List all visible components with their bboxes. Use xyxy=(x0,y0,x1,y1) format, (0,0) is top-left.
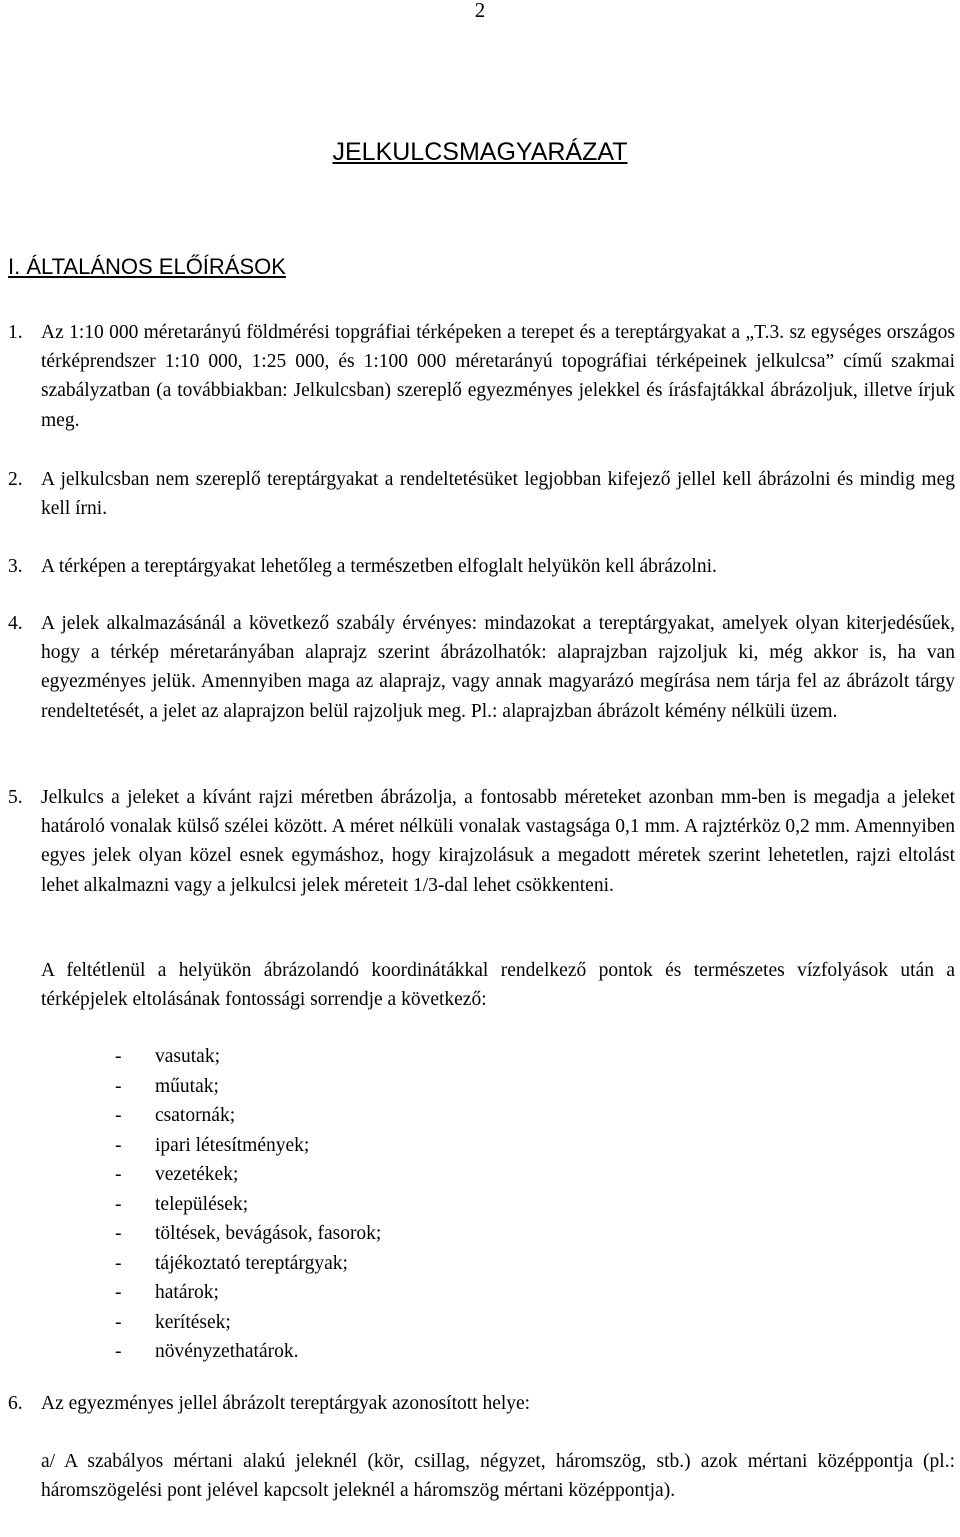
section-heading: I. ÁLTALÁNOS ELŐÍRÁSOK xyxy=(8,254,286,279)
list-item: - tájékoztató tereptárgyak; xyxy=(115,1249,381,1279)
item-number: 6. xyxy=(8,1393,23,1414)
list-dash: - xyxy=(115,1341,122,1362)
list-dash: - xyxy=(115,1252,122,1274)
item-text: Az egyezményes jellel ábrázolt tereptárgyak azonosított helye: xyxy=(41,1393,531,1414)
item-number: 1. xyxy=(8,322,23,343)
item-number: 2. xyxy=(8,469,23,490)
list-item: - kerítések; xyxy=(115,1308,381,1338)
list-dash: - xyxy=(115,1282,122,1303)
list-item: - határok; xyxy=(115,1278,381,1308)
list-item: - ipari létesítmények; xyxy=(115,1131,381,1161)
list-dash: - xyxy=(115,1134,122,1156)
item-number: 5. xyxy=(8,787,23,808)
item-text: Jelkulcs a jeleket a kívánt rajzi méretben ábrázolja, a fontosabb méreteket azonban mm-ben is megadja a jeleket határoló vonalak külső szélei között. A méret nélküli vonalak vastagsága 0,1 mm. A rajztérköz 0,2 mm. Amennyiben egyes jelek olyan közel esnek egymáshoz, hogy kirajzolásuk a megadott méretek szerint lehetetlen, rajzi eltolást lehet alkalmazni vagy a jelkulcsi jelek méreteit 1/3-dal lehet csökkenteni. xyxy=(41,787,955,896)
item-number: 4. xyxy=(8,613,23,634)
item-text: A térképen a tereptárgyakat lehetőleg a természetben elfoglalt helyükön kell ábrázolni. xyxy=(41,556,717,577)
page-number: 2 xyxy=(474,0,486,22)
paragraph-4 xyxy=(8,609,955,726)
list-item: - növényzethatárok. xyxy=(115,1337,381,1367)
item-text: Az 1:10 000 méretarányú földmérési topgráfiai térképeken a terepet és a tereptárgyakat a „T.3. sz egységes országos térképrendszer 1:10 000, 1:25 000, és 1:100 000 méretarányú topográfiai térképeinek jelkulcsa” című szakmai szabályzatban (a továbbiakban: Jelkulcsban) szereplő egyezményes jelekkel és írásfajtákkal ábrázoljuk, illetve írjuk meg. xyxy=(41,322,955,431)
list-item: - települések; xyxy=(115,1190,381,1220)
paragraph-3 xyxy=(8,552,955,581)
list-item: - töltések, bevágások, fasorok; xyxy=(115,1219,381,1249)
priority-intro: A feltétlenül a helyükön ábrázolandó koordinátákkal rendelkező pontok és természetes vízfolyások után a térképjelek eltolásának fontossági sorrendje a következő: xyxy=(41,960,955,1011)
list-dash: - xyxy=(115,1193,122,1215)
list-item: - csatornák; xyxy=(115,1101,381,1131)
paragraph-2 xyxy=(8,465,955,523)
list-dash: - xyxy=(115,1046,122,1067)
list-dash: - xyxy=(115,1164,122,1185)
list-item: - vasutak; xyxy=(115,1042,381,1072)
item-text: A jelkulcsban nem szereplő tereptárgyakat a rendeltetésüket legjobban kifejező jellel kell ábrázolni és mindig meg kell írni. xyxy=(41,469,955,520)
document-title: JELKULCSMAGYARÁZAT xyxy=(332,138,628,166)
paragraph-5 xyxy=(8,783,955,900)
list-item: - vezetékek; xyxy=(115,1160,381,1190)
list-dash: - xyxy=(115,1223,122,1244)
list-dash: - xyxy=(115,1075,122,1097)
sub-item-a: a/ A szabályos mértani alakú jeleknél (kör, csillag, négyzet, háromszög, stb.) azok mértani középpontja (pl.: háromszögelési pont jelével kapcsolt jeleknél a háromszög mértani középpontja). xyxy=(41,1451,955,1502)
paragraph-1 xyxy=(8,318,955,435)
priority-list xyxy=(115,1042,381,1367)
item-text: A jelek alkalmazásánál a következő szabály érvényes: mindazokat a tereptárgyakat, amelyek olyan kiterjedésűek, hogy a térkép méretarányában alaprajz szerint ábrázolhatók: alaprajzban rajzoljuk ki, még akkor is, ha van egyezményes jelük. Amennyiben maga az alaprajz, vagy annak magyarázó megírása nem tárja fel az ábrázolt tárgy rendeltetését, a jelet az alaprajzon belül rajzoljuk meg. Pl.: alaprajzban ábrázolt kémény nélküli üzem. xyxy=(41,613,955,722)
list-dash: - xyxy=(115,1311,122,1333)
list-item: - műutak; xyxy=(115,1072,381,1102)
item-number: 3. xyxy=(8,556,23,577)
paragraph-6 xyxy=(8,1389,955,1418)
list-dash: - xyxy=(115,1105,122,1126)
